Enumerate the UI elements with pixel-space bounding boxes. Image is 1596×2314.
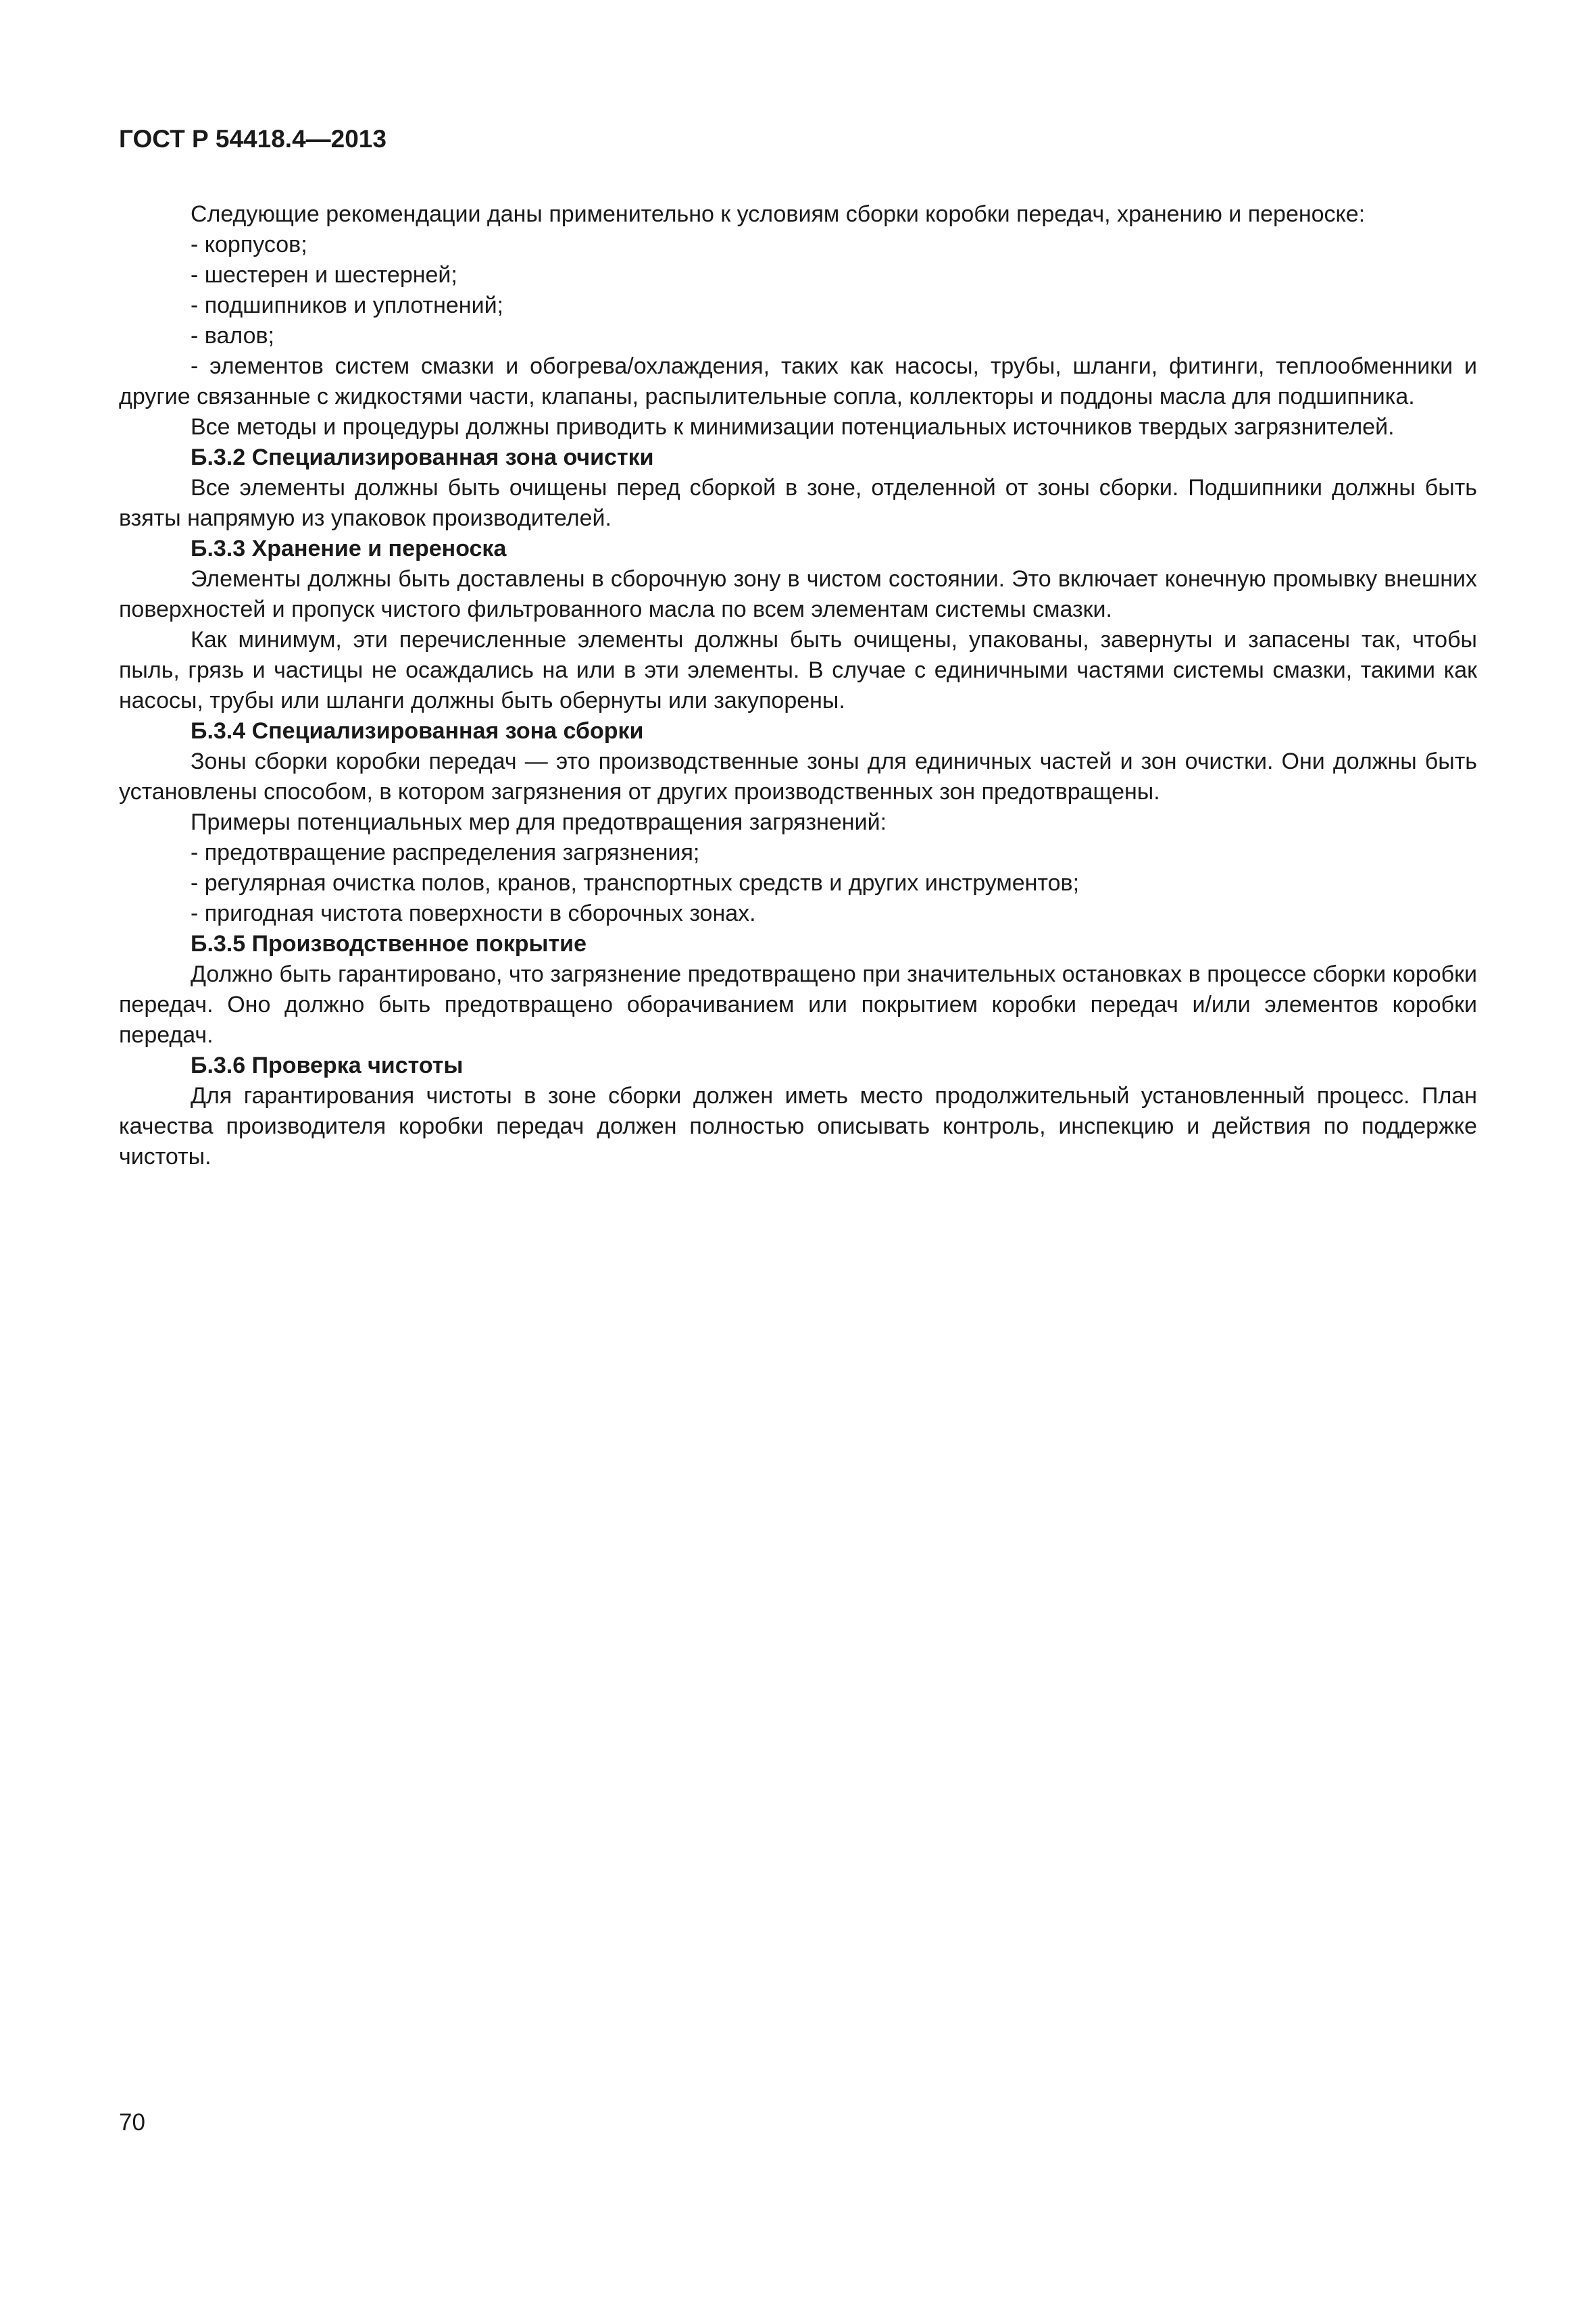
section-b34-paragraph-1: Зоны сборки коробки передач — это производственные зоны для единичных частей и зон очистки. Они должны быть установлены способом, в котором загрязнения от других производственных зон предотвращены. bbox=[119, 749, 1477, 805]
section-heading-b35: Б.3.5 Производственное покрытие bbox=[191, 931, 587, 957]
section-heading-b32: Б.3.2 Специализированная зона очистки bbox=[191, 445, 654, 470]
intro-paragraph: Следующие рекомендации даны применительно к условиям сборки коробки передач, хранению и переноске: bbox=[191, 201, 1366, 227]
methods-paragraph: Все методы и процедуры должны приводить к минимизации потенциальных источников твердых загрязнителей. bbox=[191, 414, 1395, 440]
section-b33-paragraph-1: Элементы должны быть доставлены в сборочную зону в чистом состоянии. Это включает конечную промывку внешних поверхностей и пропуск чистого фильтрованного масла по всем элементам системы смазки. bbox=[119, 566, 1477, 622]
section-b34-paragraph-2: Примеры потенциальных мер для предотвращения загрязнений: bbox=[191, 809, 887, 835]
list-item: - пригодная чистота поверхности в сборочных зонах. bbox=[191, 901, 756, 926]
section-heading-b34: Б.3.4 Специализированная зона сборки bbox=[191, 718, 644, 744]
document-code-header: ГОСТ Р 54418.4—2013 bbox=[119, 125, 386, 153]
section-heading-b36: Б.3.6 Проверка чистоты bbox=[191, 1053, 464, 1078]
list-item: - валов; bbox=[191, 323, 274, 349]
list-item: - корпусов; bbox=[191, 232, 307, 257]
list-item: - регулярная очистка полов, кранов, транспортных средств и других инструментов; bbox=[191, 870, 1080, 896]
list-item: - предотвращение распределения загрязнения; bbox=[191, 840, 700, 865]
list-item: - шестерен и шестерней; bbox=[191, 262, 457, 288]
section-b35-paragraph: Должно быть гарантировано, что загрязнение предотвращено при значительных остановках в процессе сборки коробки передач. Оно должно быть предотвращено оборачиванием или покрытием коробки передач и/или элементов коробки передач. bbox=[119, 961, 1477, 1048]
section-heading-b33: Б.3.3 Хранение и переноска bbox=[191, 536, 507, 561]
list-item-long: - элементов систем смазки и обогрева/охлаждения, таких как насосы, трубы, шланги, фитинги, теплообменники и другие связанные с жидкостями части, клапаны, распылительные сопла, коллекторы и поддоны масла для подшипника. bbox=[119, 353, 1477, 409]
section-b36-paragraph: Для гарантирования чистоты в зоне сборки должен иметь место продолжительный установленный процесс. План качества производителя коробки передач должен полностью описывать контроль, инспекцию и действия по поддержке чистоты. bbox=[119, 1083, 1477, 1169]
list-item: - подшипников и уплотнений; bbox=[191, 293, 504, 318]
page-number: 70 bbox=[119, 2109, 145, 2136]
document-body bbox=[119, 199, 1477, 1172]
section-b33-paragraph-2: Как минимум, эти перечисленные элементы должны быть очищены, упакованы, завернуты и запасены так, чтобы пыль, грязь и частицы не осаждались на или в эти элементы. В случае с единичными частями системы смазки, такими как насосы, трубы или шланги должны быть обернуты или закупорены. bbox=[119, 627, 1477, 713]
section-b32-paragraph: Все элементы должны быть очищены перед сборкой в зоне, отделенной от зоны сборки. Подшипники должны быть взяты напрямую из упаковок производителей. bbox=[119, 475, 1477, 531]
